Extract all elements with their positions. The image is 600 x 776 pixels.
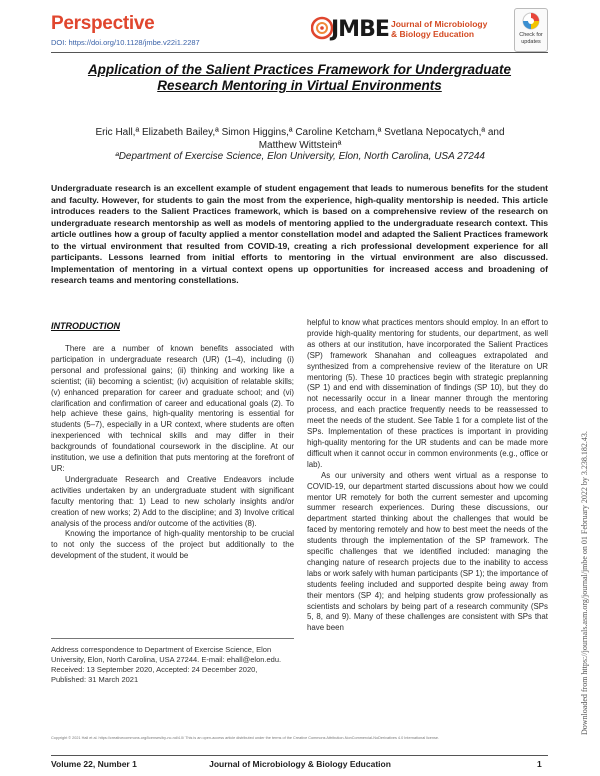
footnote-rule [51,638,294,639]
crossmark-line2: updates [521,39,541,45]
body-paragraph: helpful to know what practices mentors should employ. In an effort to provide high-quality mentoring for students, our department, as well as others at our institution, have incorporated the Salient Practices (SP) framework Shanahan and colleagues extrapolated and synthesized from a comprehensive review of the literature on UR mentoring (5). These 10 practices begin with strategic preplanning (SP 1) and end with dissemination of findings (SP 10), but they do not necessarily occur in a linear manner through the mentoring process, and each practice frequently needs to be reassessed to meet the needs of the student. See Table 1 for a complete list of the SPs. Implementation of these practices is important in providing high-quality mentoring for the UR students and can be made more difficult when it cannot occur in common environments (e.g., office or lab). [307,318,548,469]
crossmark-icon [522,12,540,30]
left-column [51,344,294,562]
crossmark-line1: Check for [519,32,543,38]
affiliation: ªDepartment of Exercise Science, Elon University, Elon, North Carolina, USA 27244 [115,151,485,162]
body-paragraph: Knowing the importance of high-quality mentorship to be crucial to not only the success of the project but additionally to the development of the student, it would be [51,529,294,561]
author-list [60,126,540,152]
body-paragraph: As our university and others went virtual as a response to COVID-19, our department started discussions about how we could mentor UR remotely for both the current semester and upcoming summer research experiences. During these discussions, our department started thinking about the challenges that would be faced by mentoring remotely and how to best meet the needs of the students through the implementation of the SP framework. The specific challenges that we identified included: managing the changing nature of research projects due to the inability to access labs or work safely with human participants (SP 1); the importance of students feeling included and supported despite being away from their mentors (SP 4); and helping students grow professionally as scientists and scholars by being part of a research community (SPs 5, 8, and 9). Many of these challenges are consistent with SPs that have been [307,470,548,633]
authors-line1: Eric Hall,ª Elizabeth Bailey,ª Simon Higgins,ª Caroline Ketcham,ª Svetlana Nepocatych,ª and [95,127,505,138]
introduction-heading: INTRODUCTION [51,321,120,331]
abstract: Undergraduate research is an excellent example of student engagement that leads to numerous benefits for the student and faculty. However, for students to gain the most from the experience, high-quality mentorship is needed. This article introduces readers to the Salient Practices framework, which is based on a comprehensive review of the research on undergraduate research mentorship as well as models of mentoring applied to the undergraduate research context. This article outlines how a group of faculty applied a mentor constellation model and adapted the Salient Practices framework to the virtual environment that resulted from COVID-19, creating a rich professional development experience for all participants. Lessons learned from initial efforts to mentoring in the virtual environment are also discussed. Implementation of mentoring in a virtual context opens up opportunities for increased access and broadening of research teams and mentoring constellations. [51,183,548,285]
footnote-dates: Received: 13 September 2020, Accepted: 24 December 2020, Published: 31 March 2021 [51,665,258,684]
page-number: 1 [537,759,542,769]
footnote-address: Address correspondence to Department of Exercise Science, Elon University, Elon, North Carolina, USA 27244. E-mail: ehall@elon.edu. [51,645,282,664]
logo-acronym: JMBE [331,17,389,42]
logo-name-line2: & Biology Education [391,29,475,39]
copyright-notice: Copyright © 2021 Hall et al. https://creativecommons.org/licenses/by-nc-nd/4.0/ This is an open-access article distributed under the terms of the Creative Commons Attribution-NonCommercial-NoDerivatives 4.0 International license. [51,736,440,740]
check-for-updates-badge[interactable] [514,8,548,52]
article-title [51,62,548,94]
download-watermark: Downloaded from https://journals.asm.org/journal/jmbe on 01 February 2022 by 3.238.182.43. [580,431,589,735]
footer-volume: Volume 22, Number 1 [51,759,137,769]
crossmark-label [515,32,547,46]
body-paragraph: Undergraduate Research and Creative Endeavors include activities undertaken by an undergraduate student with significant faculty mentoring that: 1) Lead to new scholarly insights and/or creation of new works; 2) Add to the discipline; and 3) Involve critical analysis of the process and/or outcome of the activities (8). [51,474,294,528]
header-rule [51,52,548,53]
logo-journal-name [391,19,487,39]
journal-swirl-icon [311,13,333,43]
section-label: Perspective [51,13,155,34]
journal-logo[interactable] [311,13,491,49]
body-paragraph: There are a number of known benefits associated with participation in undergraduate research (UR) (1–4), including (i) personal and professional gains; (ii) thinking and working like a scientist; (iii) becoming a scientist; (iv) acquisition of relatable skills; (v) enhanced preparation for career and graduate school; and (vi) clarification and confirmation of career and educational goals (2). To help achieve these gains, high-quality mentoring is essential for students (5–7), especially in a UR context, where students are often inexperienced with technical skills and may differ in their backgrounds of foundational coursework in the discipline. At our institution, we use a definition that puts mentoring at the forefront of UR: [51,344,294,473]
correspondence-footnote [51,645,294,685]
logo-name-line1: Journal of Microbiology [391,19,488,29]
footer-journal: Journal of Microbiology & Biology Education [209,759,391,769]
authors-line2: Matthew Wittsteinª [258,140,342,151]
footer-rule [51,755,548,756]
title-line2: Research Mentoring in Virtual Environments [157,78,442,93]
right-column [307,318,548,634]
title-line1: Application of the Salient Practices Framework for Undergraduate [87,62,512,77]
doi-link[interactable]: DOI: https://doi.org/10.1128/jmbe.v22i1.2287 [51,38,200,47]
